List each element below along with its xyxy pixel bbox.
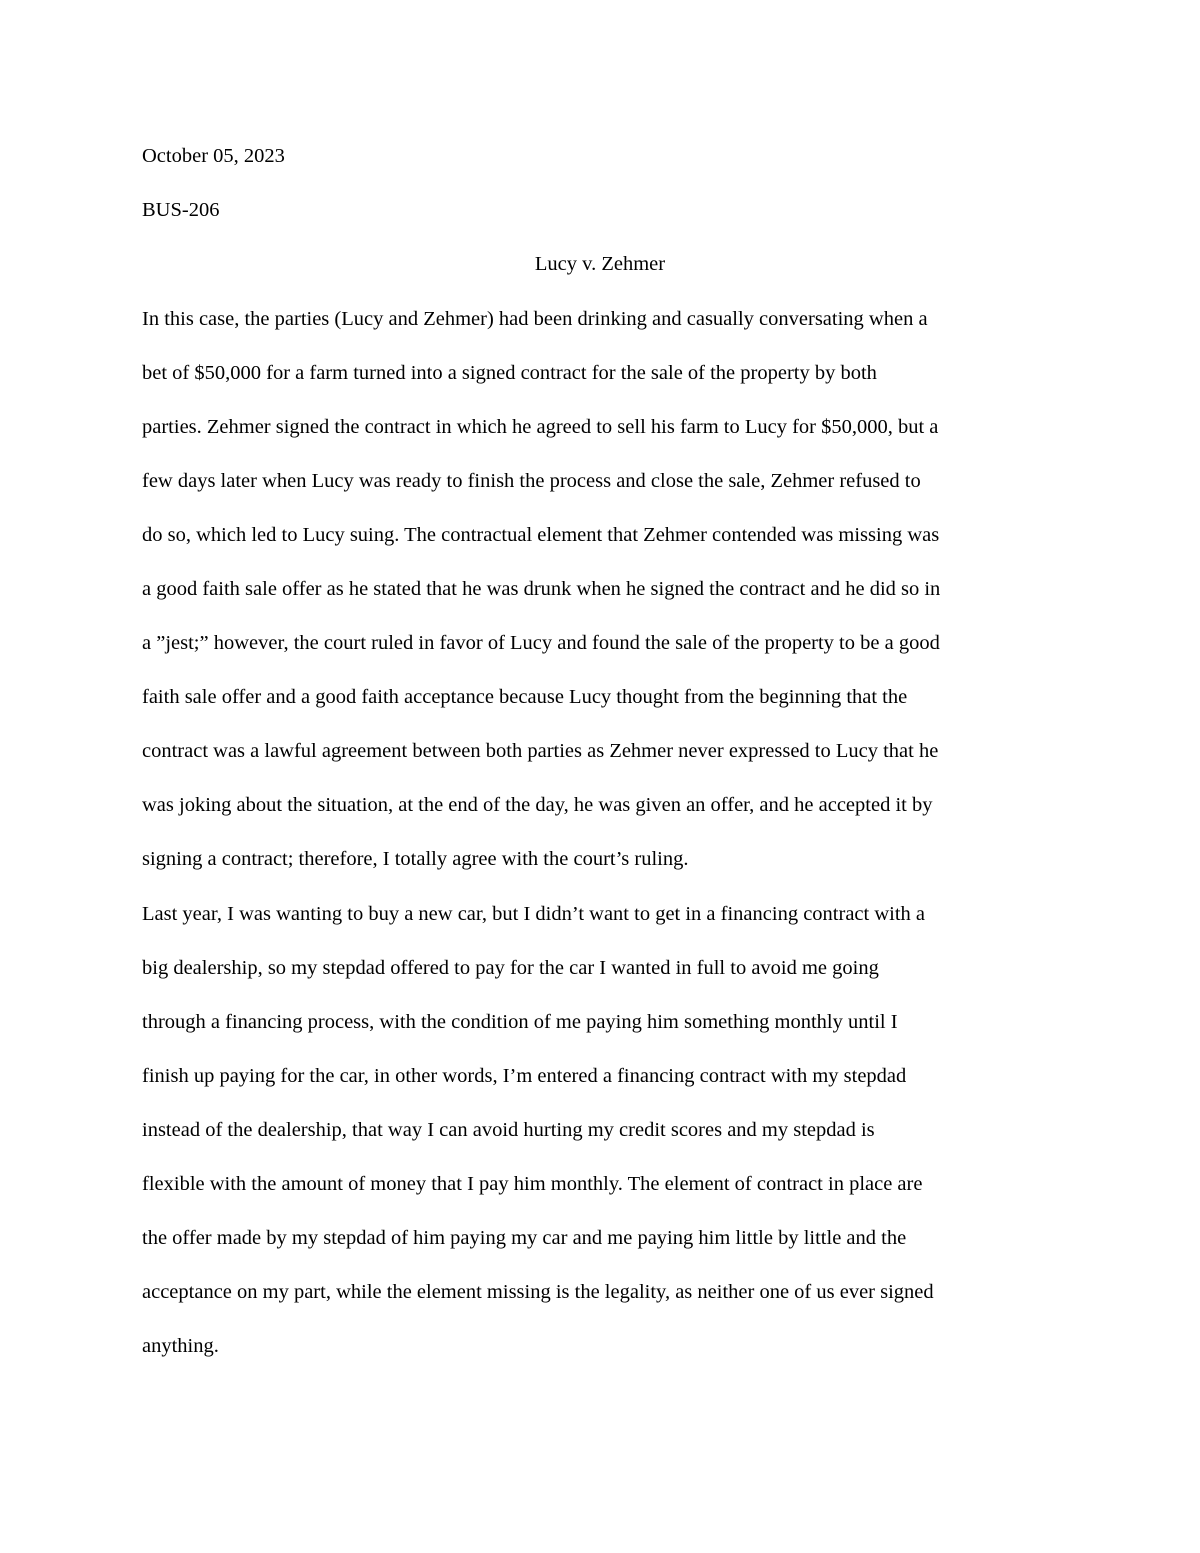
paragraph-line: In this case, the parties (Lucy and Zehmer) had been drinking and casually conversating when a — [142, 308, 928, 330]
paragraph-line: through a financing process, with the condition of me paying him something monthly until I — [142, 1011, 898, 1033]
paragraph-line: faith sale offer and a good faith acceptance because Lucy thought from the beginning that the — [142, 686, 908, 708]
paragraph-line: few days later when Lucy was ready to finish the process and close the sale, Zehmer refused to — [142, 470, 921, 492]
paragraph-line: was joking about the situation, at the end of the day, he was given an offer, and he accepted it by — [142, 794, 933, 816]
paragraph-line: Last year, I was wanting to buy a new car, but I didn’t want to get in a financing contract with a — [142, 903, 926, 925]
paragraph-line: do so, which led to Lucy suing. The contractual element that Zehmer contended was missing was — [142, 524, 940, 546]
paragraph-line: flexible with the amount of money that I pay him monthly. The element of contract in place are — [142, 1173, 923, 1195]
paragraph-line: a good faith sale offer as he stated that he was drunk when he signed the contract and he did so in — [142, 578, 941, 600]
paragraph-line: bet of $50,000 for a farm turned into a signed contract for the sale of the property by both — [142, 362, 877, 384]
paragraph-line: anything. — [142, 1335, 219, 1357]
course-line: BUS-206 — [142, 199, 220, 221]
paragraph-line: big dealership, so my stepdad offered to pay for the car I wanted in full to avoid me going — [142, 957, 879, 979]
paragraph-line: acceptance on my part, while the element missing is the legality, as neither one of us ever signed — [142, 1281, 934, 1303]
date-line: October 05, 2023 — [142, 145, 285, 167]
paragraph-line: instead of the dealership, that way I can avoid hurting my credit scores and my stepdad is — [142, 1119, 875, 1141]
paragraph-line: a ”jest;” however, the court ruled in favor of Lucy and found the sale of the property to be a good — [142, 632, 940, 654]
paragraph-line: contract was a lawful agreement between both parties as Zehmer never expressed to Lucy that he — [142, 740, 939, 762]
paragraph-line: finish up paying for the car, in other words, I’m entered a financing contract with my stepdad — [142, 1065, 907, 1087]
paragraph-line: parties. Zehmer signed the contract in which he agreed to sell his farm to Lucy for $50,000, but a — [142, 416, 939, 438]
paragraph-line: signing a contract; therefore, I totally agree with the court’s ruling. — [142, 848, 689, 870]
document-title: Lucy v. Zehmer — [534, 253, 666, 275]
paragraph-line: the offer made by my stepdad of him paying my car and me paying him little by little and the — [142, 1227, 907, 1249]
